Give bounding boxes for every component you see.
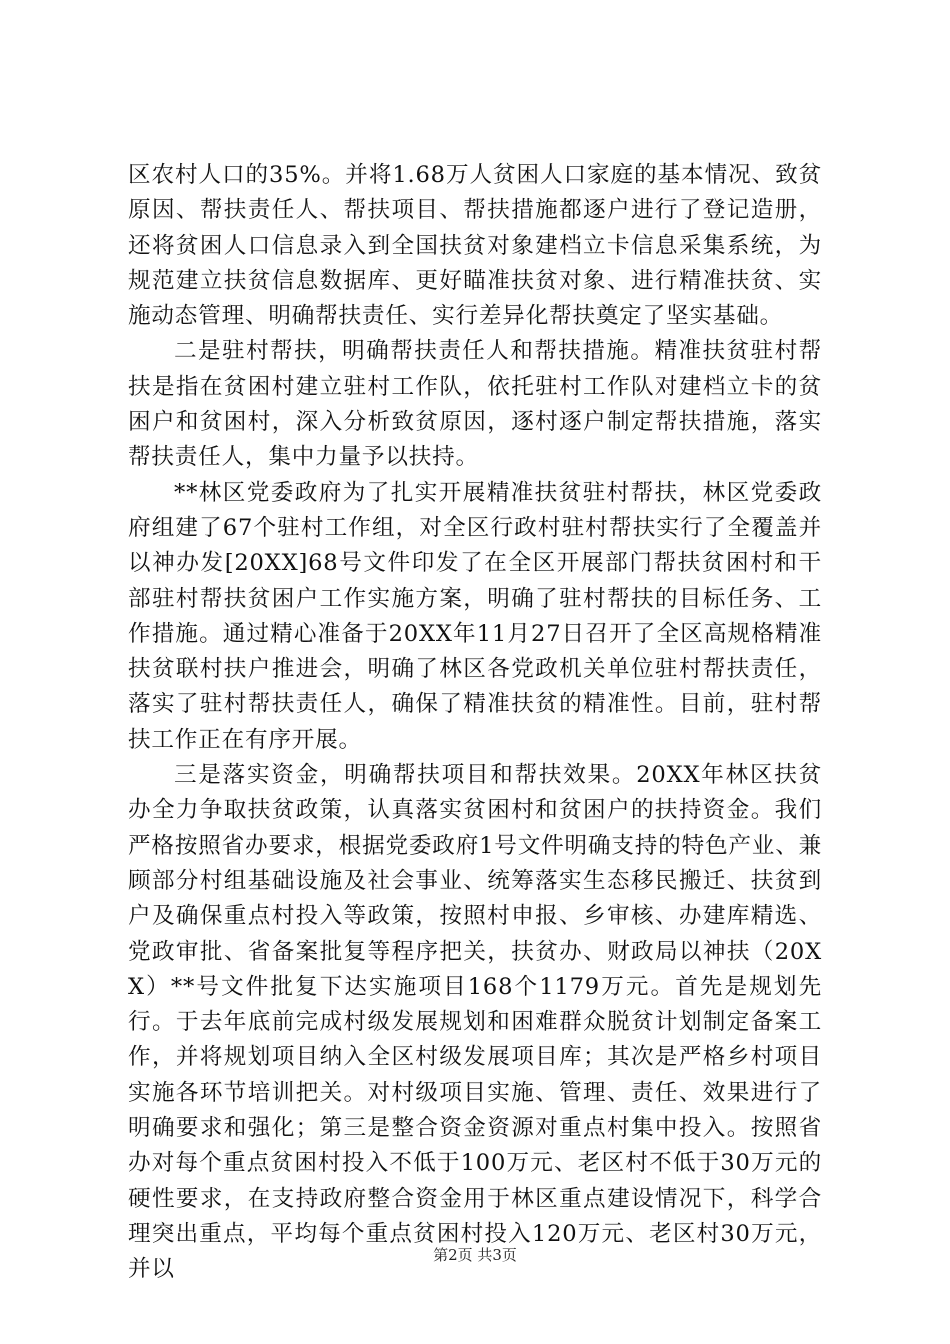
paragraph-3: **林区党委政府为了扎实开展精准扶贫驻村帮扶，林区党委政府组建了67个驻村工作组，对全区行政村驻村帮扶实行了全覆盖并以神办发[20XX]68号文件印发了在全区开展部门帮扶贫困村和干部驻村帮扶贫困户工作实施方案，明确了驻村帮扶的目标任务、工作措施。通过精心准备于20XX年11月27日召开了全区高规格精准扶贫联村扶户推进会，明确了林区各党政机关单位驻村帮扶责任，落实了驻村帮扶责任人，确保了精准扶贫的精准性。目前，驻村帮扶工作正在有序开展。 [128, 479, 822, 753]
document-body [128, 158, 822, 1288]
paragraph-1: 区农村人口的35%。并将1.68万人贫困人口家庭的基本情况、致贫原因、帮扶责任人、帮扶项目、帮扶措施都逐户进行了登记造册，还将贫困人口信息录入到全国扶贫对象建档立卡信息采集系统，为规范建立扶贫信息数据库、更好瞄准扶贫对象、进行精准扶贫、实施动态管理、明确帮扶责任、实行差异化帮扶奠定了坚实基础。 [128, 162, 822, 330]
paragraph-4: 三是落实资金，明确帮扶项目和帮扶效果。20XX年林区扶贫办全力争取扶贫政策，认真落实贫困村和贫困户的扶持资金。我们严格按照省办要求，根据党委政府1号文件明确支持的特色产业、兼顾部分村组基础设施及社会事业、统筹落实生态移民搬迁、扶贫到户及确保重点村投入等政策，按照村申报、乡审核、办建库精选、党政审批、省备案批复等程序把关，扶贫办、财政局以神扶（20XX）**号文件批复下达实施项目168个1179万元。首先是规划先行。于去年底前完成村级发展规划和困难群众脱贫计划制定备案工作，并将规划项目纳入全区村级发展项目库；其次是严格乡村项目实施各环节培训把关。对村级项目实施、管理、责任、效果进行了明确要求和强化；第三是整合资金资源对重点村集中投入。按照省办对每个重点贫困村投入不低于100万元、老区村不低于30万元的硬性要求，在支持政府整合资金用于林区重点建设情况下，科学合理突出重点，平均每个重点贫困村投入120万元、老区村30万元，并以 [128, 762, 822, 1283]
page-number-footer: 第2页 共3页 [433, 1246, 517, 1264]
paragraph-2: 二是驻村帮扶，明确帮扶责任人和帮扶措施。精准扶贫驻村帮扶是指在贫困村建立驻村工作队，依托驻村工作队对建档立卡的贫困户和贫困村，深入分析致贫原因，逐村逐户制定帮扶措施，落实帮扶责任人，集中力量予以扶持。 [128, 338, 822, 471]
